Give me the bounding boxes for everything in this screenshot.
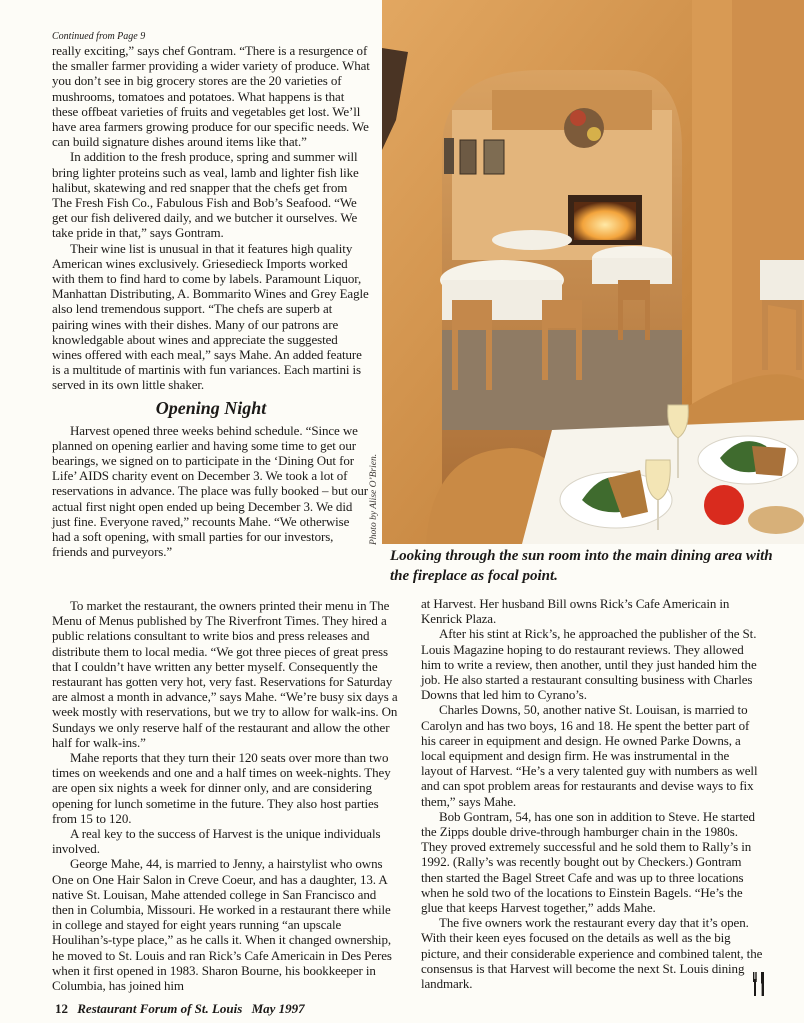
paragraph: really exciting,” says chef Gontram. “There is a resurgence of the smaller farmer providing a wider variety of produce. What you don’t see in big grocery stores are the 20 varieties of mushrooms, tomatoes and potatoes. What happens is that these offbeat varieties of fruits and vegetables get lost. We’ll have area farmers growing produce for our specific needs. We can build signature dishes around items like that.”: [52, 43, 370, 150]
photo-credit: [367, 440, 381, 545]
issue-date: May 1997: [251, 1001, 305, 1016]
dining-room-photo: [382, 0, 804, 544]
paragraph: Harvest opened three weeks behind schedule. “Since we planned on opening earlier and having some time to get our bearings, we signed on to participate in the ‘Dining Out for Life’ AIDS charity event on December 3. We took a lot of reservations in advance. The place was fully booked – but our actual first night open ended up being December 3. We did just fine. Everyone raved,” recounts Mahe. “We otherwise had a soft opening, with small parties for our investors, friends and purveyors.”: [52, 422, 369, 560]
publication-name: Restaurant Forum of St. Louis: [77, 1001, 243, 1016]
article-column-left: [52, 598, 398, 993]
paragraph: The five owners work the restaurant every day that it’s open. With their keen eyes focused on the details as well as the big picture, and their considerable experience and combined talent, the consensus is that Harvest will become the next St. Louis dining landmark.: [421, 915, 763, 992]
paragraph: To market the restaurant, the owners printed their menu in The Menu of Menus published by The Riverfront Times. They hired a public relations consultant to write bios and press releases and distribute them to local media. “We got three pieces of great press that I couldn’t have written any better myself. Consequently the restaurant has gotten very hot, very fast. Reservations for Saturday are almost a month in advance,” says Mahe. “We’re busy six days a week mostly with reservations, but we try to allow for walk-ins. On Sundays we only reserve half of the restaurant and allow the other half for walk-ins.”: [52, 598, 398, 750]
article-column-right: [421, 596, 763, 991]
paragraph: Bob Gontram, 54, has one son in addition to Steve. He started the Zipps double drive-through hamburger chain in the 1980s. They proved extremely successful and he sold them to Rally’s in 1992. (Rally’s was recently bought out by Checkers.) Gontram then started the Bagel Street Cafe and was up to three locations when he sold two of the locations to Einstein Bagels. “He’s the glue that keeps Harvest together,” adds Mahe.: [421, 808, 755, 916]
paragraph: George Mahe, 44, is married to Jenny, a hairstylist who owns One on One Hair Salon in Creve Coeur, and has a daughter, 13. A native St. Louisan, Mahe attended college in San Francisco and then in Columbia, Missouri. He worked in a restaurant there while in college and stayed for eight years running “an upscale Houlihan’s-type place,” as he calls it. When it changed ownership, he moved to St. Louis and ran Rick’s Cafe Americain in Des Peres when it first opened in 1983. Sharon Bourne, his bookkeeper in Columbia, has joined him: [52, 856, 392, 994]
fork-knife-icon: [752, 972, 766, 996]
continued-note: Continued from Page 9: [52, 31, 146, 42]
photo-caption: Looking through the sun room into the main dining area with the fireplace as focal point.: [390, 548, 773, 584]
subheading: Opening Night: [155, 397, 267, 418]
article-column-top: [52, 30, 370, 560]
paragraph: Mahe reports that they turn their 120 seats over more than two times on weekends and one and a half times on week-nights. They are open six nights a week for dinner only, and are considering opening for lunch sometime in the future. They also host parties from 15 to 120.: [52, 750, 391, 826]
photo-credit-text: Photo by Alise O’Brien.: [369, 453, 379, 545]
page-number: 12: [55, 1001, 68, 1016]
paragraph: After his stint at Rick’s, he approached the publisher of the St. Louis Magazine hoping to do restaurant reviews. They allowed him to write a review, then another, until they just handed him the job. He also started a restaurant consulting business with Charles Downs that led him to Cyrano’s.: [421, 626, 757, 703]
paragraph: at Harvest. Her husband Bill owns Rick’s Cafe Americain in Kenrick Plaza.: [421, 596, 730, 627]
paragraph: In addition to the fresh produce, spring and summer will bring lighter proteins such as veal, lamb and lighter fish like halibut, skatewing and red snapper that the chefs get from The Fresh Fish Co., Fabulous Fish and Bob’s Seafood. “We get our fish delivered daily, and we butcher it ourselves. We take pride in that,” says Gontram.: [52, 149, 359, 241]
dining-room-illustration: [382, 0, 804, 544]
page-footer: [55, 1001, 305, 1017]
paragraph: Their wine list is unusual in that it features high quality American wines exclusively. Griesedieck Imports worked with them to find hard to come by labels. Paramount Liquor, Manhattan Distributing, A. Bommarito Wines and Grey Eagle also lend tremendous support. “The chefs are superb at pairing wines with their dishes. Many of our patrons are knowledgable about wines and appreciate the suggested wines offered with each meal,” says Mahe. An added feature is a multitude of martinis with fun variances. Each martini is served in its own little shaker.: [52, 240, 369, 393]
paragraph: A real key to the success of Harvest is the unique individuals involved.: [52, 826, 381, 857]
paragraph: Charles Downs, 50, another native St. Louisan, is married to Carolyn and has two boys, 16 and 18. He spent the better part of his career in equipment and design. He owned Parke Downs, a local equipment and design firm. He was instrumental in the layout of Harvest. “He’s a very talented guy with numbers as well and can spot problem areas for restaurants and devise ways to fix them,” says Mahe.: [421, 702, 758, 809]
